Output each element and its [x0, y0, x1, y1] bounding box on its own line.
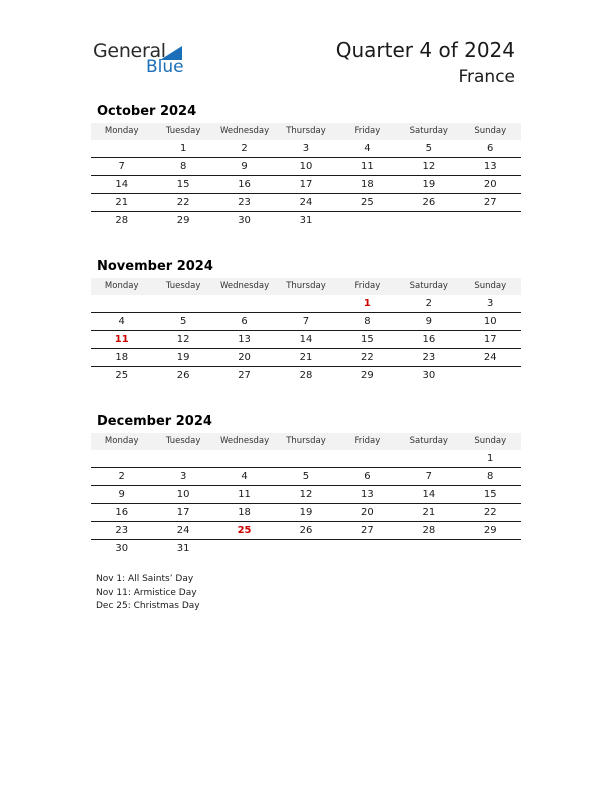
- week-row: [91, 504, 521, 522]
- day-cell: 8: [487, 471, 494, 482]
- day-cell: 23: [238, 197, 251, 208]
- day-cell: 13: [238, 334, 251, 345]
- day-cell: [214, 450, 275, 467]
- day-cell: 24: [299, 197, 313, 208]
- day-cell: 28: [299, 370, 313, 381]
- weekday-label: Friday: [354, 436, 381, 446]
- day-cell: 7: [425, 471, 432, 482]
- day-cell: 20: [361, 507, 374, 518]
- day-cell: [337, 212, 398, 229]
- weekday-label: Thursday: [286, 281, 326, 291]
- day-cell: 30: [115, 543, 129, 554]
- day-cell: 2: [118, 471, 125, 482]
- day-cell: 30: [422, 370, 436, 381]
- day-cell: 24: [176, 525, 190, 536]
- day-cell: [91, 295, 152, 312]
- weekday-label: Tuesday: [165, 281, 201, 291]
- day-cell: [460, 212, 521, 229]
- day-cell: 6: [241, 316, 248, 327]
- day-cell: 14: [299, 334, 313, 345]
- day-cell: 15: [483, 489, 497, 500]
- day-cell: 5: [425, 143, 432, 154]
- week-row: [91, 468, 521, 486]
- week-row: [91, 140, 521, 158]
- month-title: December 2024: [97, 414, 212, 429]
- day-cell: 21: [115, 197, 129, 208]
- day-cell: 22: [483, 507, 497, 518]
- week-row: [91, 331, 521, 349]
- day-cell: 28: [115, 215, 129, 226]
- weekday-label: Thursday: [286, 126, 326, 136]
- day-cell: 19: [299, 507, 313, 518]
- day-cell: 19: [176, 352, 190, 363]
- day-cell: 4: [364, 143, 371, 154]
- month-december: [91, 413, 521, 557]
- day-cell: [460, 540, 521, 557]
- weekday-label: Friday: [354, 126, 381, 136]
- day-cell: 21: [299, 352, 313, 363]
- weekday-header-row: [91, 433, 521, 450]
- month-november: [91, 258, 521, 384]
- day-cell: 28: [422, 525, 436, 536]
- day-cell: 5: [179, 316, 187, 327]
- day-cell: 29: [176, 215, 190, 226]
- day-cell: 27: [238, 370, 251, 381]
- day-cell: 30: [238, 215, 251, 226]
- day-cell: 27: [361, 525, 374, 536]
- day-cell: 18: [115, 352, 129, 363]
- day-cell: 13: [483, 161, 497, 172]
- holiday-note: Nov 1: All Saints’ Day: [96, 574, 194, 584]
- day-cell: 8: [179, 161, 187, 172]
- day-cell: 10: [483, 316, 497, 327]
- holiday-note: Dec 25: Christmas Day: [96, 601, 200, 611]
- week-row: [91, 450, 521, 468]
- holiday-note: Nov 11: Armistice Day: [96, 587, 197, 598]
- day-cell: 8: [364, 316, 371, 327]
- week-row: [91, 313, 521, 331]
- weekday-label: Saturday: [409, 281, 448, 291]
- month-october: [91, 103, 521, 229]
- day-cell: [398, 212, 459, 229]
- week-row: [91, 295, 521, 313]
- day-cell: [398, 450, 459, 467]
- week-row: [91, 522, 521, 540]
- logo: [93, 40, 193, 80]
- day-cell: 1: [487, 453, 494, 464]
- weekday-header-row: [91, 123, 521, 140]
- day-cell: [91, 140, 152, 157]
- weekday-label: Sunday: [474, 436, 507, 446]
- day-cell: 18: [361, 179, 374, 190]
- day-cell: [275, 540, 336, 557]
- day-cell: 2: [425, 298, 432, 309]
- day-cell: [214, 540, 275, 557]
- day-cell: 3: [487, 298, 494, 309]
- day-cell: 15: [176, 179, 190, 190]
- week-row: [91, 349, 521, 367]
- week-row: [91, 194, 521, 212]
- weekday-label: Tuesday: [165, 126, 201, 136]
- week-row: [91, 212, 521, 229]
- weekday-label: Saturday: [409, 436, 448, 446]
- day-cell: 12: [299, 489, 313, 500]
- day-cell: 26: [176, 370, 190, 381]
- day-cell: 12: [422, 161, 436, 172]
- country-name: France: [458, 67, 515, 87]
- day-cell: 1: [179, 143, 187, 154]
- weekday-label: Monday: [104, 281, 139, 291]
- day-cell: 20: [483, 179, 497, 190]
- week-row: [91, 486, 521, 504]
- day-cell: 15: [361, 334, 374, 345]
- day-cell: 29: [483, 525, 497, 536]
- day-cell: 23: [115, 525, 129, 536]
- day-cell: 25: [115, 370, 129, 381]
- day-cell: 25: [361, 197, 374, 208]
- day-cell: 11: [238, 489, 251, 500]
- day-cell: 11: [361, 161, 374, 172]
- day-cell: 3: [302, 143, 310, 154]
- day-cell: [152, 295, 213, 312]
- day-cell: 26: [422, 197, 436, 208]
- day-cell: 22: [361, 352, 374, 363]
- day-cell: [152, 450, 213, 467]
- weekday-header-row: [91, 278, 521, 295]
- month-title: November 2024: [97, 259, 213, 274]
- day-cell: 25: [237, 525, 252, 536]
- weekday-label: Sunday: [474, 281, 507, 291]
- weekday-label: Monday: [104, 436, 139, 446]
- page-title: Quarter 4 of 2024: [335, 38, 515, 62]
- day-cell: [275, 295, 336, 312]
- month-title: October 2024: [97, 104, 197, 119]
- logo-general-text: General: [93, 40, 166, 62]
- day-cell: [460, 367, 521, 384]
- day-cell: 9: [118, 489, 125, 500]
- day-cell: 16: [115, 507, 129, 518]
- day-cell: 17: [483, 334, 497, 345]
- day-cell: 10: [176, 489, 190, 500]
- weekday-label: Sunday: [474, 126, 507, 136]
- day-cell: 9: [241, 161, 248, 172]
- day-cell: [337, 450, 398, 467]
- holiday-notes: [96, 573, 200, 614]
- day-cell: 16: [422, 334, 436, 345]
- day-cell: 10: [299, 161, 313, 172]
- day-cell: 11: [114, 334, 129, 345]
- day-cell: 20: [238, 352, 251, 363]
- day-cell: [214, 295, 275, 312]
- day-cell: 4: [118, 316, 125, 327]
- day-cell: 5: [302, 471, 310, 482]
- day-cell: 7: [302, 316, 310, 327]
- day-cell: 19: [422, 179, 436, 190]
- day-cell: 14: [115, 179, 129, 190]
- weekday-label: Thursday: [286, 436, 326, 446]
- day-cell: 6: [487, 143, 494, 154]
- day-cell: [275, 450, 336, 467]
- week-row: [91, 367, 521, 384]
- day-cell: 26: [299, 525, 313, 536]
- day-cell: 14: [422, 489, 436, 500]
- day-cell: [337, 540, 398, 557]
- weekday-label: Friday: [354, 281, 381, 291]
- day-cell: 24: [483, 352, 497, 363]
- day-cell: 3: [179, 471, 187, 482]
- week-row: [91, 158, 521, 176]
- day-cell: 22: [176, 197, 190, 208]
- day-cell: 17: [299, 179, 313, 190]
- weekday-label: Wednesday: [219, 126, 270, 136]
- day-cell: 6: [364, 471, 371, 482]
- weekday-label: Wednesday: [219, 281, 270, 291]
- day-cell: 31: [176, 543, 190, 554]
- weekday-label: Monday: [104, 126, 139, 136]
- day-cell: 29: [361, 370, 374, 381]
- day-cell: 7: [118, 161, 125, 172]
- day-cell: 18: [238, 507, 251, 518]
- day-cell: 17: [176, 507, 190, 518]
- day-cell: 16: [238, 179, 251, 190]
- logo-blue-text: Blue: [146, 57, 184, 77]
- week-row: [91, 176, 521, 194]
- day-cell: 2: [241, 143, 248, 154]
- day-cell: 13: [361, 489, 374, 500]
- day-cell: [91, 450, 152, 467]
- day-cell: 23: [422, 352, 436, 363]
- weekday-label: Saturday: [409, 126, 448, 136]
- day-cell: 4: [241, 471, 248, 482]
- day-cell: [398, 540, 459, 557]
- day-cell: 27: [483, 197, 497, 208]
- weekday-label: Tuesday: [165, 436, 201, 446]
- day-cell: 21: [422, 507, 436, 518]
- day-cell: 9: [425, 316, 432, 327]
- day-cell: 12: [176, 334, 190, 345]
- day-cell: 31: [299, 215, 313, 226]
- week-row: [91, 540, 521, 557]
- day-cell: 1: [363, 298, 371, 309]
- weekday-label: Wednesday: [219, 436, 270, 446]
